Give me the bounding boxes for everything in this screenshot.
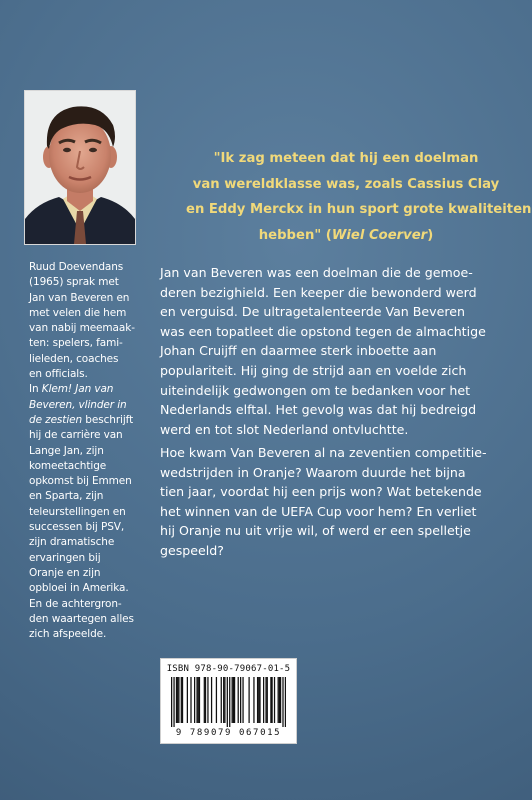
bio-line: Jan van Beveren en [29, 291, 130, 304]
barcode-bar [181, 677, 182, 723]
quote [186, 146, 532, 248]
barcode-bar [182, 677, 183, 723]
body-line: hij Oranje nu uit vrije wil, of werd er een spelletje [160, 523, 471, 539]
body-line: tien jaar, voordat hij een prijs won? Wat betekende [160, 484, 482, 500]
body-line: Johan Cruijff en daarmee sterk inboette aan [160, 343, 437, 359]
barcode-bar [278, 677, 279, 723]
author-portrait-image [25, 91, 135, 244]
barcode-bar [234, 677, 235, 723]
barcode-bar [178, 677, 179, 723]
body-line: Hoe kwam Van Beveren al na zeventien competitie- [160, 445, 487, 460]
book-title-part1: Klem! Jan van [41, 383, 114, 396]
bio-line: en officials. [29, 368, 88, 381]
bio-line: En de achtergron- [29, 597, 122, 610]
body-line: deren bezighield. Een keeper die bewonderd werd [160, 284, 477, 300]
isbn-label: ISBN 978-90-79067-01-5 [166, 664, 291, 674]
barcode-bar [233, 677, 234, 723]
barcode-bar [216, 677, 217, 723]
barcode-bar [198, 677, 199, 723]
barcode-bar [187, 677, 188, 723]
barcode-bar [267, 677, 268, 723]
barcode-bar [258, 677, 259, 723]
barcode-bar [285, 677, 286, 727]
bio-line: zijn dramatische [29, 536, 115, 549]
bio-line [29, 382, 147, 397]
quote-last-text: hebben" ( [258, 227, 332, 243]
body-line: wedstrijden in Oranje? Waarom duurde het bijna [160, 464, 466, 480]
barcode-bar [279, 677, 280, 723]
bio-line: lieleden, coaches [29, 352, 119, 365]
barcode-bar [177, 677, 178, 723]
quote-line: "Ik zag meteen dat hij een doelman [213, 151, 479, 166]
barcode-bar [176, 677, 177, 723]
bio-in-text: In [29, 383, 42, 396]
barcode-bar [263, 677, 264, 723]
barcode-bar [229, 677, 230, 727]
quote-closing: ) [427, 227, 434, 243]
barcode-bar [238, 677, 239, 723]
quote-author: Wiel Coerver [331, 227, 428, 243]
barcode-bar [221, 677, 222, 723]
barcode-bar [173, 677, 174, 727]
bio-line: teleurstellingen en [29, 505, 126, 518]
body-line: Nederlands elftal. Het gevolg was dat hij bedreigd [160, 402, 477, 418]
barcode-bar [242, 677, 243, 723]
bio-line: Lange Jan, zijn [29, 444, 104, 457]
barcode-bar [199, 677, 200, 723]
barcode-bar [271, 677, 272, 723]
barcode-bar [240, 677, 241, 723]
bio-line: zich afspeelde. [29, 628, 107, 641]
barcode-bar [194, 677, 195, 723]
book-title-part3: de zestien [29, 413, 83, 426]
barcode-bar [204, 677, 205, 723]
bio-line: ervaringen bij [29, 551, 101, 564]
barcode-bar [171, 677, 172, 727]
quote-line [186, 223, 506, 249]
barcode-bar [232, 677, 233, 723]
barcode-bar [270, 677, 271, 723]
bio-line [29, 413, 147, 428]
author-bio [29, 260, 147, 642]
bio-line: ten: spelers, fami- [29, 337, 123, 350]
quote-line: en Eddy Merckx in hun sport grote kwaliteiten [186, 202, 532, 217]
bio-line: den waartegen alles [29, 612, 134, 625]
barcode-bar [224, 677, 225, 723]
body-line: en verguisd. De ultragetalenteerde Van Beveren [160, 304, 466, 320]
barcode-bar [205, 677, 206, 723]
barcode-digits: 9 789079 067015 [175, 728, 282, 738]
barcode-bar [274, 677, 275, 723]
bio-line: (1965) sprak met [29, 276, 119, 289]
bio-line: en Sparta, zijn [29, 490, 104, 503]
barcode-bar [259, 677, 260, 723]
body-line: werd en tot slot Nederland ontvluchtte. [160, 421, 409, 437]
barcode-bar [211, 677, 212, 723]
bio-line: opbloei in Amerika. [29, 582, 129, 595]
barcode-bar [223, 677, 224, 723]
author-photo [24, 90, 136, 245]
bio-line: successen bij PSV, [29, 521, 125, 534]
bio-line: komeetachtige [29, 459, 107, 472]
barcode-bar [190, 677, 191, 723]
barcode-bar [265, 677, 266, 723]
book-title-part2: Beveren, vlinder in [29, 398, 127, 411]
bio-line: Ruud Doevendans [29, 261, 124, 273]
bio-line: Oranje en zijn [29, 566, 101, 579]
body-line: het winnen van de UEFA Cup voor hem? En verliet [160, 503, 477, 519]
barcode-bar [207, 677, 208, 723]
body-line: populariteit. Hij ging de strijd aan en voelde zich [160, 362, 467, 378]
body-line: was een topatleet die opstond tegen de almachtige [160, 323, 486, 339]
barcode-bar [248, 677, 249, 723]
barcode-bar [257, 677, 258, 723]
bio-line: opkomst bij Emmen [29, 475, 132, 488]
bio-line: van nabij meemaak- [29, 322, 135, 335]
body-line: Jan van Beveren was een doelman die de gemoe- [160, 265, 473, 280]
barcode-bar [227, 677, 228, 727]
body-line: uiteindelijk gedwongen om te bedanken voor het [160, 382, 471, 398]
body-paragraph-2 [160, 443, 520, 561]
barcode-bar [253, 677, 254, 723]
quote-line: van wereldklasse was, zoals Cassius Clay [192, 176, 500, 192]
barcode-bar [196, 677, 197, 723]
bio-line: hij de carrière van [29, 429, 123, 442]
barcode-bar [282, 677, 283, 727]
bio-line: met velen die hem [29, 306, 127, 319]
barcode-bars [171, 677, 286, 727]
body-line: gespeeld? [160, 542, 224, 558]
bio-after-title: beschrijft [82, 413, 134, 426]
isbn-barcode [160, 658, 297, 744]
body-paragraph-1 [160, 263, 520, 439]
barcode-bar [280, 677, 281, 723]
